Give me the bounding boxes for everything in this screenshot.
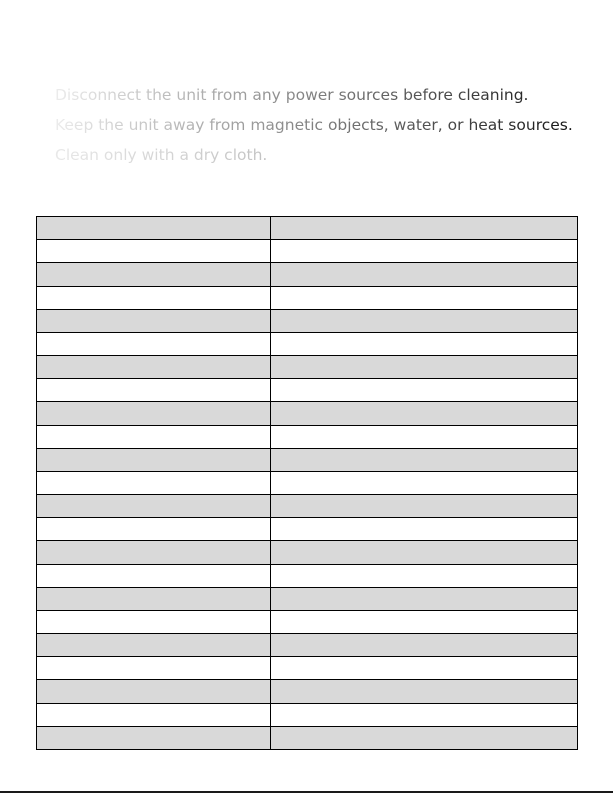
- table-cell-label: [37, 402, 271, 425]
- table-cell-label: [37, 541, 271, 564]
- table-row: [37, 402, 578, 425]
- table-row: [37, 587, 578, 610]
- table-row: [37, 240, 578, 263]
- specification-table: [36, 216, 578, 750]
- table-row: [37, 680, 578, 703]
- table-row: [37, 425, 578, 448]
- table-cell-value: [271, 564, 578, 587]
- table-cell-label: [37, 703, 271, 726]
- table-cell-label: [37, 726, 271, 749]
- table-cell-label: [37, 286, 271, 309]
- table-cell-value: [271, 610, 578, 633]
- table-cell-value: [271, 448, 578, 471]
- table-cell-value: [271, 657, 578, 680]
- table-cell-label: [37, 309, 271, 332]
- table-row: [37, 309, 578, 332]
- care-note-dry-cloth: Clean only with a dry cloth.: [55, 144, 573, 174]
- care-note-keep-away: Keep the unit away from magnetic objects, water, or heat sources.: [55, 114, 573, 144]
- table-cell-label: [37, 356, 271, 379]
- table-cell-label: [37, 495, 271, 518]
- care-note-disconnect-power: Disconnect the unit from any power sources before cleaning.: [55, 84, 573, 114]
- table-cell-value: [271, 518, 578, 541]
- care-notes-list: [55, 84, 573, 174]
- table-cell-value: [271, 726, 578, 749]
- table-cell-value: [271, 680, 578, 703]
- table-cell-value: [271, 495, 578, 518]
- table-cell-label: [37, 332, 271, 355]
- table-row: [37, 703, 578, 726]
- table-cell-label: [37, 448, 271, 471]
- table-cell-value: [271, 356, 578, 379]
- table-cell-label: [37, 634, 271, 657]
- table-cell-label: [37, 564, 271, 587]
- table-cell-label: [37, 610, 271, 633]
- table-cell-label: [37, 240, 271, 263]
- table-cell-value: [271, 587, 578, 610]
- table-row: [37, 356, 578, 379]
- table-row: [37, 263, 578, 286]
- table-cell-label: [37, 379, 271, 402]
- table-row: [37, 286, 578, 309]
- table-row: [37, 541, 578, 564]
- table-cell-label: [37, 471, 271, 494]
- table-row: [37, 610, 578, 633]
- table-cell-value: [271, 217, 578, 240]
- table-cell-value: [271, 634, 578, 657]
- table-cell-value: [271, 703, 578, 726]
- table-row: [37, 726, 578, 749]
- table-cell-label: [37, 657, 271, 680]
- table-cell-label: [37, 425, 271, 448]
- table-row: [37, 471, 578, 494]
- table-cell-value: [271, 425, 578, 448]
- table-cell-label: [37, 217, 271, 240]
- table-cell-label: [37, 680, 271, 703]
- table-cell-value: [271, 379, 578, 402]
- table-row: [37, 564, 578, 587]
- table-row: [37, 634, 578, 657]
- table-row: [37, 657, 578, 680]
- table-cell-value: [271, 309, 578, 332]
- table-cell-value: [271, 263, 578, 286]
- table-cell-value: [271, 471, 578, 494]
- table-row: [37, 332, 578, 355]
- table-cell-label: [37, 263, 271, 286]
- table-cell-value: [271, 541, 578, 564]
- table-row: [37, 217, 578, 240]
- table-cell-value: [271, 286, 578, 309]
- table-row: [37, 379, 578, 402]
- table-cell-label: [37, 518, 271, 541]
- table-cell-label: [37, 587, 271, 610]
- table-cell-value: [271, 402, 578, 425]
- table-row: [37, 518, 578, 541]
- specification-table-body: [37, 217, 578, 750]
- table-cell-value: [271, 332, 578, 355]
- table-row: [37, 448, 578, 471]
- table-row: [37, 495, 578, 518]
- table-cell-value: [271, 240, 578, 263]
